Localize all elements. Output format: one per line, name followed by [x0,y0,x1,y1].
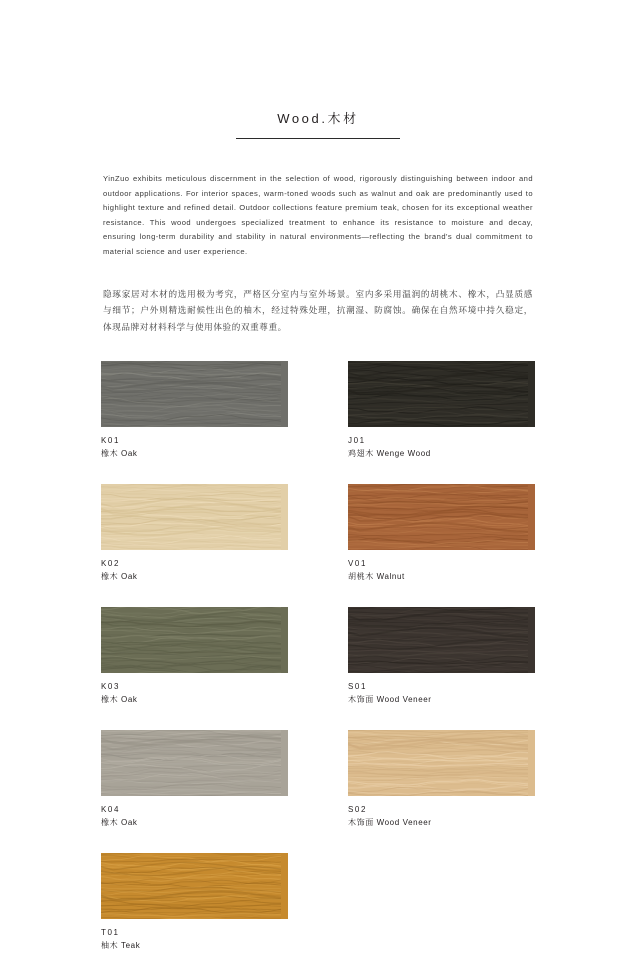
wood-swatch-code: K01 [101,436,121,446]
wood-swatch-name: 橡木 Oak [101,818,138,828]
wood-swatch-code: T01 [101,928,120,938]
wood-swatch-code: K03 [101,682,121,692]
wood-swatch-item [101,730,288,829]
wood-grain-texture [101,607,288,673]
wood-swatch-grid [101,335,535,976]
wood-swatch-chip [101,607,288,673]
wood-swatch-item [348,607,535,706]
wood-swatch-name: 鸡翅木 Wenge Wood [348,449,431,459]
wood-swatch-chip [348,730,535,796]
wood-grain-texture [348,730,535,796]
wood-swatch-name: 柚木 Teak [101,941,141,951]
wood-swatch-name: 橡木 Oak [101,449,138,459]
wood-grain-texture [101,853,288,919]
title-block [0,0,636,139]
wood-swatch-item [101,853,288,952]
paragraph-chinese: 隐琢家居对木材的选用极为考究，严格区分室内与室外场景。室内多采用温润的胡桃木、橡木，凸显质感与细节；户外则精选耐候性出色的柚木，经过特殊处理，抗潮湿、防腐蚀。确保在自然环境中持久稳定，体现品牌对材料科学与使用体验的双重尊重。 [103,288,533,332]
wood-swatch-item [101,361,288,460]
content-block [103,139,533,335]
wood-swatch-code: K02 [101,559,121,569]
wood-swatch-code: J01 [348,436,366,446]
wood-swatch-name: 木饰面 Wood Veneer [348,695,432,705]
wood-swatch-code: S02 [348,805,368,815]
wood-grain-texture [101,730,288,796]
wood-swatch-name: 橡木 Oak [101,695,138,705]
wood-swatch-chip [101,484,288,550]
wood-swatch-chip [101,853,288,919]
wood-swatch-chip [348,361,535,427]
wood-swatch-chip [348,607,535,673]
wood-swatch-name: 胡桃木 Walnut [348,572,405,582]
wood-swatch-item [348,730,535,829]
wood-swatch-code: V01 [348,559,368,569]
wood-swatch-item [101,607,288,706]
wood-swatch-item [348,484,535,583]
wood-swatch-chip [348,484,535,550]
wood-swatch-chip [101,361,288,427]
wood-swatch-code: K04 [101,805,121,815]
wood-swatch-item [348,361,535,460]
wood-grain-texture [348,361,535,427]
wood-swatch-item [101,484,288,583]
paragraph-english: YinZuo exhibits meticulous discernment in the selection of wood, rigorously distinguishing between indoor and outdoor applications. For interior spaces, warm-toned woods such as walnut and oak are predominantly used to highlight texture and refined detail. Outdoor collections feature premium teak, chosen for its exceptional weather resistance. This wood undergoes specialized treatment to enhance its resistance to moisture and decay, ensuring long-term durability and stability in natural environments—reflecting the brand's dual commitment to material science and user experience. [103,174,533,256]
wood-grain-texture [101,484,288,550]
wood-swatch-code: S01 [348,682,368,692]
wood-grain-texture [101,361,288,427]
page-title: Wood.木材 [277,111,359,126]
wood-swatch-chip [101,730,288,796]
wood-swatch-name: 橡木 Oak [101,572,138,582]
wood-grain-texture [348,484,535,550]
wood-grain-texture [348,607,535,673]
wood-swatch-name: 木饰面 Wood Veneer [348,818,432,828]
